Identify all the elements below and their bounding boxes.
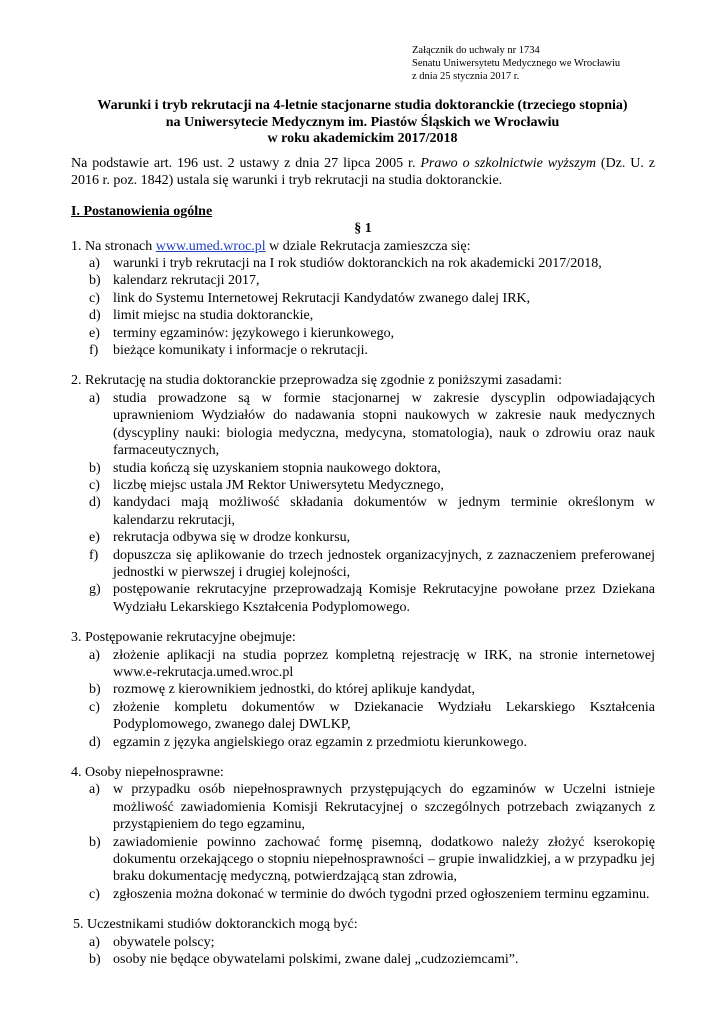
item-text: złożenie kompletu dokumentów w Dziekanacie Wydziału Lekarskiego Kształcenia Podyplomowego, zwanego dalej DWLKP, [113,699,655,733]
list-item [89,886,655,903]
list-item [89,342,655,359]
item-label: b) [89,460,101,476]
list-item [89,307,655,324]
item-text: studia kończą się uzyskaniem stopnia naukowego doktora, [113,460,441,476]
intro-text: Na podstawie art. 196 ust. 2 ustawy z dnia 27 lipca 2005 r. [71,156,421,171]
item-text: egzamin z języka angielskiego oraz egzamin z przedmiotu kierunkowego. [113,734,527,750]
item-label: d) [89,495,101,511]
list-item [89,290,655,307]
point-4: 4. Osoby niepełnosprawne: [71,765,224,780]
attachment-line: Senatu Uniwersytetu Medycznego we Wrocławiu [412,58,621,69]
list-item [89,477,655,494]
point-2: 2. Rekrutację na studia doktoranckie przeprowadza się zgodnie z poniższymi zasadami: [71,373,562,389]
list-item [89,529,655,546]
point-4-list [71,781,655,903]
list-item [89,547,655,582]
item-text: rekrutacja odbywa się w drodze konkursu, [113,530,351,546]
item-text: postępowanie rekrutacyjne przeprowadzają Komisje Rekrutacyjne powołane przez Dziekana Wydziału Lekarskiego Kształcenia Podyplomowego. [113,582,655,615]
list-item [89,734,655,751]
item-text: dopuszcza się aplikowanie do trzech jednostek organizacyjnych, z zaznaczeniem preferowanej jednostki w pierwszej i drugiej kolejności, [113,547,655,580]
attachment-line: Załącznik do uchwały nr 1734 [412,45,540,56]
point-5: 5. Uczestnikami studiów doktoranckich mogą być: [73,917,358,933]
title-line: na Uniwersytecie Medycznym im. Piastów Śląskich we Wrocławiu [165,114,560,130]
item-label: b) [89,952,101,968]
item-text: złożenie aplikacji na studia poprzez kompletną rejestrację w IRK, na stronie internetowej www.e-rekrutacja.umed.wroc.pl [113,647,655,680]
intro-act-title: Prawo o szkolnictwie wyższym [420,156,597,171]
item-text: limit miejsc na studia doktoranckie, [113,308,314,324]
item-label: d) [89,308,101,324]
list-item [89,699,655,734]
list-item [89,272,655,289]
item-text: kalendarz rekrutacji 2017, [113,273,260,289]
item-label: d) [89,734,101,750]
point-text: w dziale Rekrutacja zamieszcza się: [265,238,471,254]
list-item [89,681,655,698]
list-item [89,781,655,833]
intro-paragraph [71,155,655,190]
item-text: zawiadomienie powinno zachować formę pisemną, dodatkowo należy złożyć kserokopię dokumentu orzekającego o stopniu niepełnosprawności – grupie inwalidzkiej, a w przypadku jej braku dokumentację medyczną, potwierdzającą stan zdrowia, [113,834,655,885]
item-label: a) [89,256,100,272]
paragraph-number: § 1 [354,221,372,237]
item-text: liczbę miejsc ustala JM Rektor Uniwersytetu Medycznego, [113,477,444,493]
item-label: f) [89,343,99,359]
list-item [89,581,655,616]
item-text: studia prowadzone są w formie stacjonarnej w zakresie dyscyplin odpowiadających uprawnieniom Wydziałów do nadawania stopni naukowych w zakresie nauk medycznych (dyscypliny nauki: biologia medyczna, medycyna, stomatologia), nauk o zdrowiu oraz nauk farmaceutycznych, [113,390,655,459]
item-label: f) [89,547,99,563]
point-1 [71,238,655,255]
item-label: c) [89,477,100,493]
item-text: obywatele polscy; [113,934,215,950]
item-text: terminy egzaminów: językowego i kierunkowego, [113,325,395,341]
item-label: e) [89,530,100,546]
point-1-list [71,255,655,359]
list-item [89,460,655,477]
item-text: kandydaci mają możliwość składania dokumentów w jednym terminie określonym w kalendarzu rekrutacji, [113,495,655,528]
website-link[interactable]: www.umed.wroc.pl [155,238,266,254]
item-label: c) [89,886,100,902]
item-text: bieżące komunikaty i informacje o rekrutacji. [113,343,369,359]
list-item [89,834,655,886]
item-label: b) [89,273,101,289]
title-line: Warunki i tryb rekrutacji na 4-letnie stacjonarne studia doktoranckie (trzeciego stopnia) [97,98,628,113]
list-item [89,934,655,951]
title-line: w roku akademickim 2017/2018 [267,131,458,146]
item-label: a) [89,647,100,663]
item-label: g) [89,582,101,598]
item-label: e) [89,325,100,341]
item-text: link do Systemu Internetowej Rekrutacji Kandydatów zwanego dalej IRK, [113,290,531,306]
item-label: a) [89,390,100,406]
item-label: a) [89,782,100,798]
item-text: w przypadku osób niepełnosprawnych przystępujących do egzaminów w Uczelni istnieje możliwość zawiadomienia Komisji Rekrutacyjnej o szczególnych potrzebach związanych z przystąpieniem do tego egzaminu, [113,782,655,833]
list-item [89,494,655,529]
point-text: 1. Na stronach [71,238,156,254]
item-label: b) [89,682,101,698]
intro-text: (Dz. U. z 2016 r. poz. 1842) ustala się warunki i tryb rekrutacji na studia doktoranckie. [71,156,655,189]
item-label: c) [89,290,100,306]
point-3: 3. Postępowanie rekrutacyjne obejmuje: [71,630,296,646]
list-item [89,390,655,460]
point-3-list [71,647,655,751]
document-body [71,155,655,968]
item-label: b) [89,834,101,850]
point-5-list [71,934,655,969]
item-label: c) [89,699,100,715]
item-text: osoby nie będące obywatelami polskimi, zwane dalej „cudzoziemcami”. [113,952,519,968]
attachment-note [412,44,620,83]
attachment-line: z dnia 25 stycznia 2017 r. [412,71,520,82]
list-item [89,255,655,272]
document-title [60,98,665,148]
item-text: warunki i tryb rekrutacji na I rok studiów doktoranckich na rok akademicki 2017/2018, [113,256,602,272]
list-item [89,325,655,342]
list-item [89,647,655,682]
item-text: rozmowę z kierownikiem jednostki, do której aplikuje kandydat, [113,682,475,698]
point-2-list [71,390,655,616]
item-label: a) [89,934,100,950]
section-title: I. Postanowienia ogólne [71,203,213,219]
item-text: zgłoszenia można dokonać w terminie do dwóch tygodni przed ogłoszeniem terminu egzaminu. [113,886,650,902]
list-item [89,951,655,968]
